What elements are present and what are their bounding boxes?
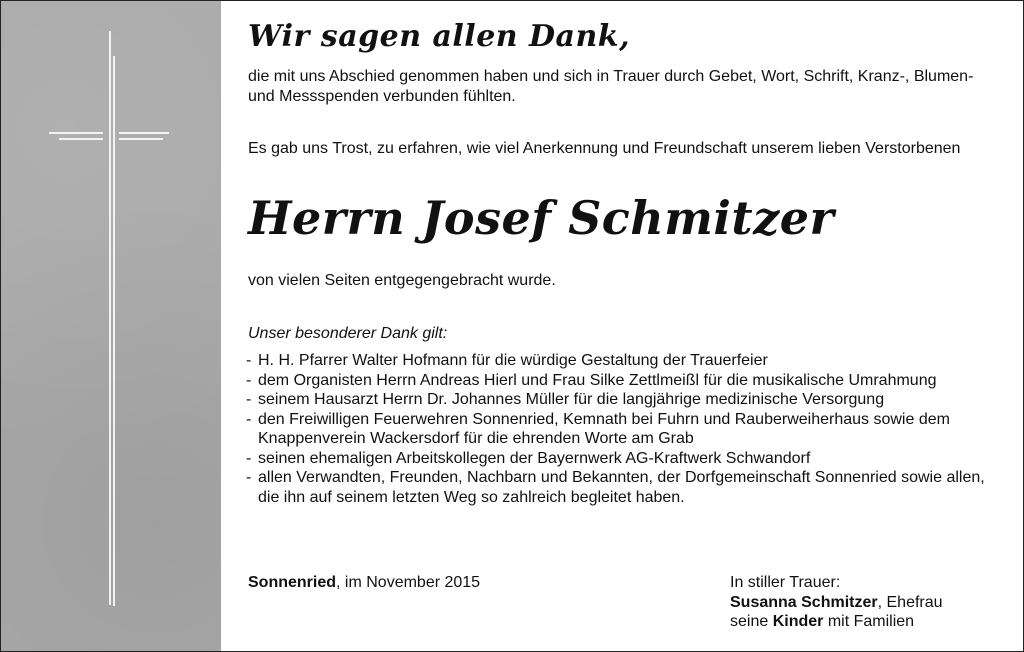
cross-vertical-line xyxy=(109,31,111,605)
mourner-name: Susanna Schmitzer xyxy=(730,593,878,611)
place-name: Sonnenried xyxy=(248,574,337,591)
mourners-block xyxy=(730,573,1010,632)
cross-vertical-line-2 xyxy=(113,56,115,606)
mourner-children: Kinder xyxy=(772,613,824,630)
list-item: - H. H. Pfarrer Walter Hofmann für die würdige Gestaltung der Trauerfeier xyxy=(246,352,768,369)
special-thanks-heading: Unser besonderer Dank gilt: xyxy=(248,325,448,342)
deceased-name: Herrn Josef Schmitzer xyxy=(248,191,835,245)
recognition-paragraph: von vielen Seiten entgegengebracht wurde. xyxy=(248,272,556,289)
cross-panel xyxy=(1,1,221,651)
list-item: - allen Verwandten, Freunden, Nachbarn und Bekannten, der Dorfgemeinschaft Sonnenried sowie allen, die ihn auf seinem letzten Weg so zahlreich begleitet haben. xyxy=(246,469,985,506)
cross-arm-left-2 xyxy=(59,138,103,140)
mourners-intro: In stiller Trauer: xyxy=(730,574,841,591)
list-item: - dem Organisten Herrn Andreas Hierl und Frau Silke Zettlmeißl für die musikalische Umrahmung xyxy=(246,371,937,389)
cross-arm-left xyxy=(49,132,103,134)
cross-arm-right-2 xyxy=(119,138,163,140)
thanks-heading: Wir sagen allen Dank, xyxy=(248,19,631,54)
thanks-list xyxy=(246,351,1006,507)
mourner-row-2: seine Kinder mit Familien xyxy=(730,613,915,630)
intro-paragraph: die mit uns Abschied genommen haben und sich in Trauer durch Gebet, Wort, Schrift, Kranz-, Blumen- und Messspenden verbunden fühlten. xyxy=(248,68,974,105)
list-item: - seinen ehemaligen Arbeitskollegen der Bayernwerk AG-Kraftwerk Schwandorf xyxy=(246,449,811,467)
date-text: , im November 2015 xyxy=(336,574,481,591)
list-item: - seinem Hausarzt Herrn Dr. Johannes Müller für die langjährige medizinische Versorgung xyxy=(246,391,885,408)
list-item: - den Freiwilligen Feuerwehren Sonnenried, Kemnath bei Fuhrn und Rauberweiherhaus sowie dem Knappenverein Wackersdorf für die ehrenden Worte am Grab xyxy=(246,410,950,447)
comfort-paragraph: Es gab uns Trost, zu erfahren, wie viel Anerkennung und Freundschaft unserem lieben Verstorbenen xyxy=(248,140,961,157)
place-date xyxy=(248,573,480,593)
mourner-row-1: Susanna Schmitzer, Ehefrau xyxy=(730,593,943,611)
cross-arm-right xyxy=(119,132,169,134)
